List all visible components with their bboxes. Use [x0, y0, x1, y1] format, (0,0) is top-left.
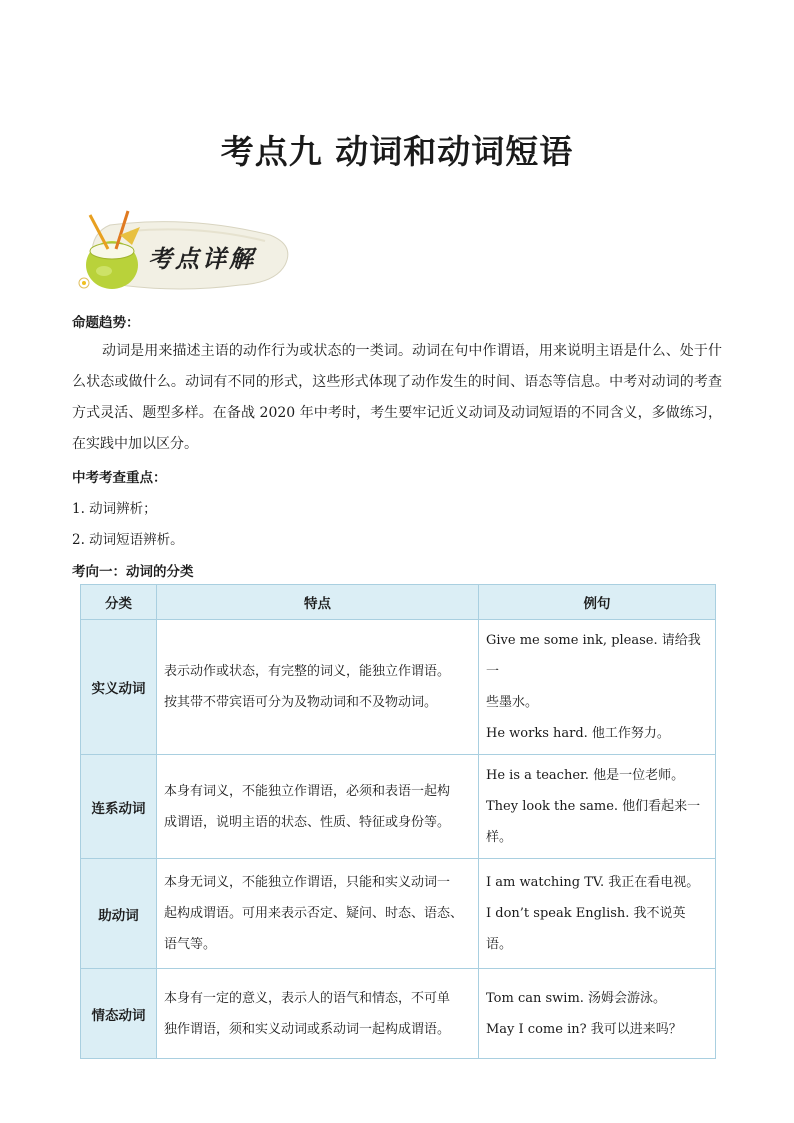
table-header: 分类 [81, 585, 157, 620]
section-banner [70, 205, 300, 297]
table-header-row [81, 585, 716, 620]
example-line: Give me some ink, please. 请给我一 [486, 633, 701, 679]
features-line: 独作谓语，须和实义动词或系动词一起构成谓语。 [164, 1021, 451, 1037]
features-line: 表示动作或状态，有完整的词义，能独立作谓语。 [164, 664, 451, 679]
features-cell [157, 859, 479, 969]
trend-heading: 命题趋势： [72, 315, 140, 331]
features-line: 语气等。 [164, 937, 217, 952]
table-row [81, 859, 716, 969]
banner-label: 考点详解 [148, 245, 256, 273]
features-cell [157, 755, 479, 859]
table-row [81, 755, 716, 859]
category-cell: 实义动词 [81, 620, 157, 755]
example-line: Tom can swim. 汤姆会游泳。 [486, 990, 667, 1006]
example-line: I don’t speak English. 我不说英语。 [486, 906, 686, 952]
focus-item: 2. 动词短语辨析。 [72, 532, 184, 548]
features-line: 本身无词义，不能独立作谓语，只能和实义动词一 [164, 875, 451, 890]
example-line: He works hard. 他工作努力。 [486, 726, 670, 741]
table-row [81, 620, 716, 755]
category-cell: 连系动词 [81, 755, 157, 859]
table-row [81, 969, 716, 1059]
document-title: 考点九 动词和动词短语 [220, 132, 574, 171]
features-cell [157, 969, 479, 1059]
example-line: He is a teacher. 他是一位老师。 [486, 768, 685, 783]
features-line: 本身有一定的意义，表示人的语气和情态，不可单 [164, 990, 451, 1006]
features-line: 成谓语，说明主语的状态、性质、特征或身份等。 [164, 814, 451, 830]
focus-heading: 中考考查重点： [72, 470, 167, 486]
verb-classification-table [80, 584, 716, 1059]
example-line: I am watching TV. 我正在看电视。 [486, 875, 700, 890]
features-line: 本身有词义，不能独立作谓语，必须和表语一起构 [164, 783, 451, 799]
examples-cell [479, 969, 716, 1059]
features-line: 按其带不带宾语可分为及物动词和不及物动词。 [164, 695, 438, 710]
trend-paragraph: 动词是用来描述主语的动作行为或状态的一类词。动词在句中作谓语，用来说明主语是什么、处于什么状态或做什么。动词有不同的形式，这些形式体现了动作发生的时间、语态等信息。中考对动词的考查方式灵活、题型多样。在备战 2020 年中考时，考生要牢记近义动词及动词短语的不同含义，多做练习，在实践中加以区分。 [72, 343, 722, 452]
example-line: They look the same. 他们看起来一样。 [486, 799, 701, 845]
examples-cell [479, 620, 716, 755]
examples-cell [479, 859, 716, 969]
focus-item: 1. 动词辨析； [72, 501, 157, 517]
category-cell: 情态动词 [81, 969, 157, 1059]
features-line: 起构成谓语。可用来表示否定、疑问、时态、语态、 [164, 906, 464, 921]
examples-cell [479, 755, 716, 859]
category-cell: 助动词 [81, 859, 157, 969]
example-line: 些墨水。 [486, 695, 539, 710]
example-line: May I come in? 我可以进来吗？ [486, 1021, 682, 1037]
features-cell [157, 620, 479, 755]
table-header: 例句 [479, 585, 716, 620]
table-header: 特点 [157, 585, 479, 620]
direction-heading: 考向一：动词的分类 [72, 564, 194, 580]
